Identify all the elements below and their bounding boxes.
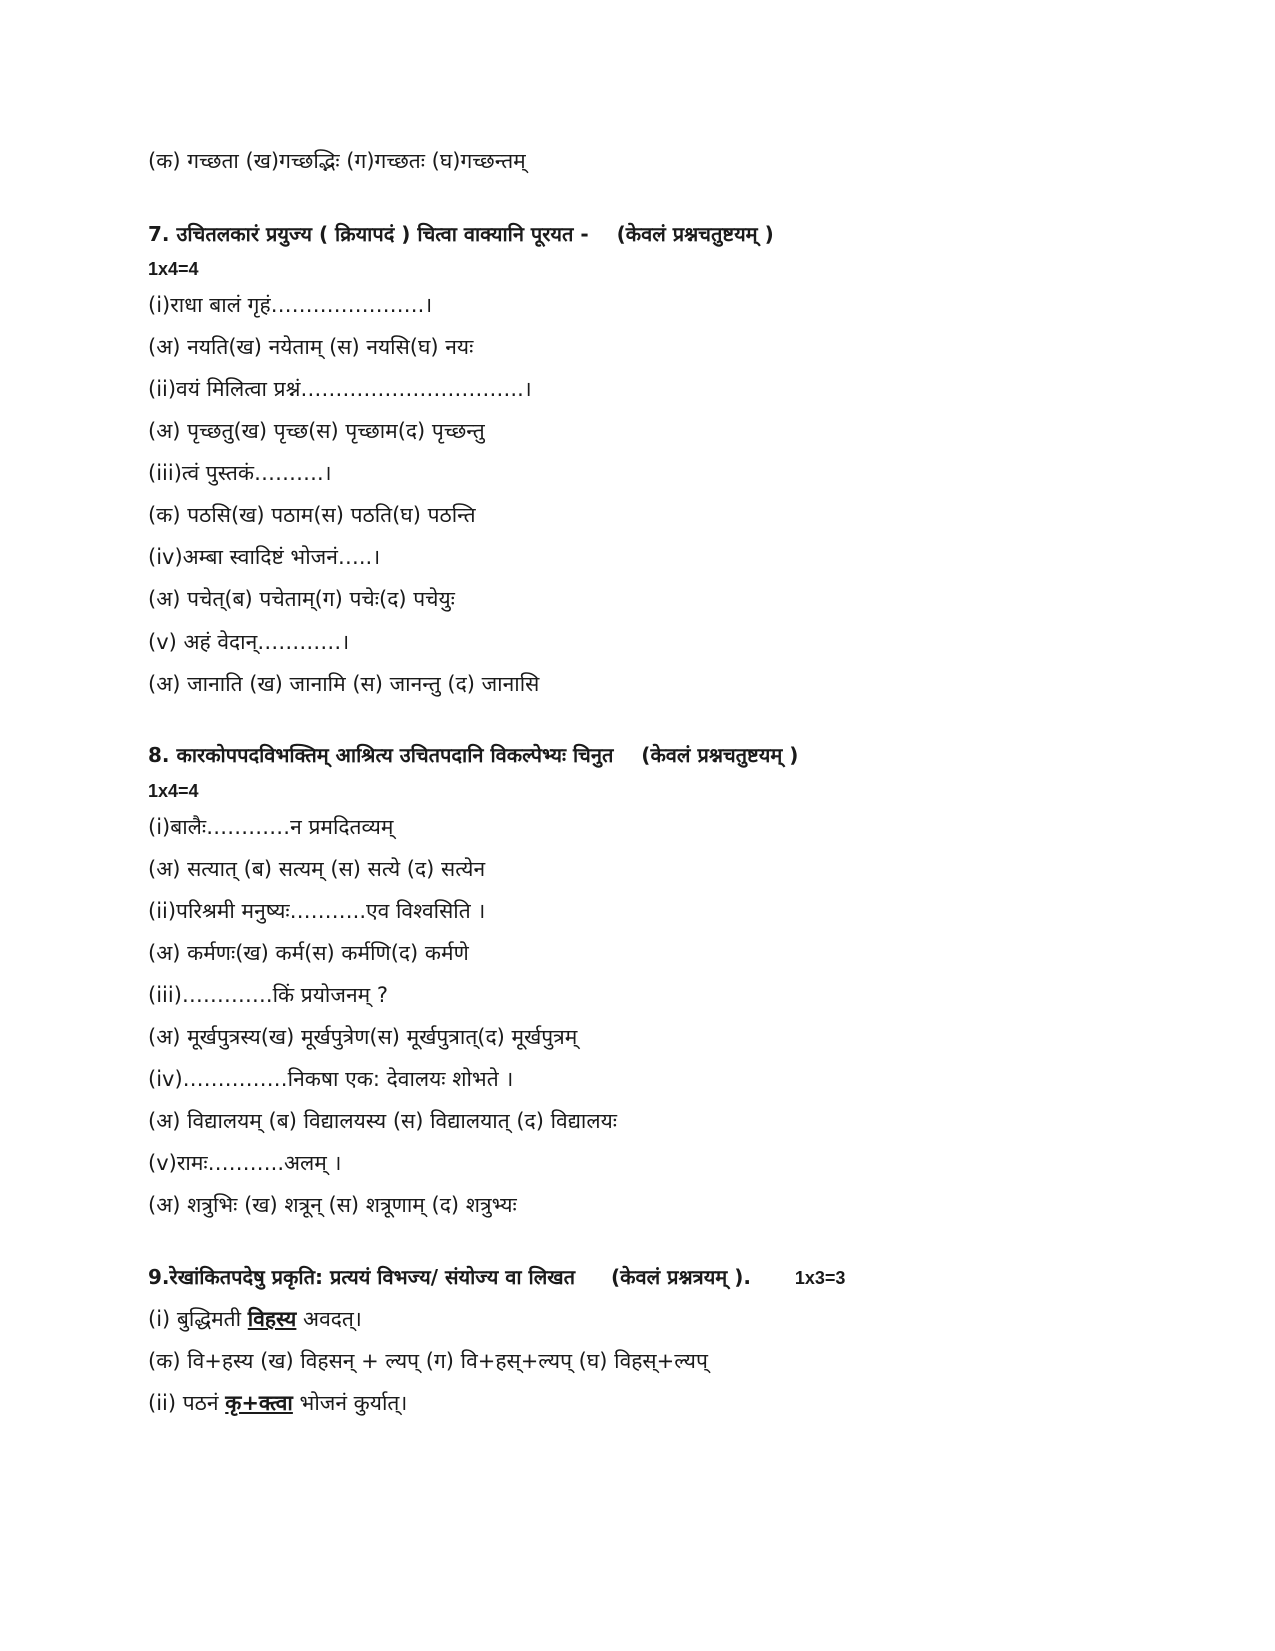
- q8-item-4-question: (iv)……………निकषा एक: देवालयः शोभते ।: [148, 1067, 514, 1091]
- q9-heading-row: [148, 1262, 845, 1293]
- q7-item-2-question: (ii)वयं मिलित्वा प्रश्नं…………………………..।: [148, 377, 532, 401]
- q8-item-5-options: (अ) शत्रुभिः (ख) शत्रून् (स) शत्रूणाम् (द) शत्रुभ्यः: [148, 1193, 517, 1217]
- q9-marks: 1x3=3: [794, 1268, 846, 1288]
- q9-item-2-pre: (ii) पठनं: [148, 1391, 226, 1415]
- q9-item-2-underlined-word: कृ+क्त्वा: [225, 1391, 293, 1415]
- q8-item-5-question: (v)रामः………..अलम् ।: [148, 1151, 342, 1175]
- q9-item-1-underlined-word: विहस्य: [247, 1307, 297, 1331]
- q8-item-4-options: (अ) विद्यालयम् (ब) विद्यालयस्य (स) विद्यालयात् (द) विद्यालयः: [148, 1109, 618, 1133]
- q7-item-2-options: (अ) पृच्छतु(ख) पृच्छ(स) पृच्छाम(द) पृच्छन्तु: [148, 419, 485, 443]
- q9-note: (केवलं प्रश्नत्रयम् ).: [610, 1265, 751, 1289]
- q8-item-2-question: (ii)परिश्रमी मनुष्यः………..एव विश्वसिति ।: [148, 899, 486, 923]
- q7-marks: 1x4=4: [148, 259, 199, 279]
- q8-item-1-question: (i)बालैः…………न प्रमदितव्यम्: [148, 815, 394, 839]
- q7-item-4-question: (iv)अम्बा स्वादिष्टं भोजनं…..।: [148, 545, 381, 569]
- q7-item-1-options: (अ) नयति(ख) नयेताम् (स) नयसि(घ) नयः: [148, 335, 474, 359]
- q7-item-4-options: (अ) पचेत्(ब) पचेताम्(ग) पचेः(द) पचेयुः: [148, 587, 455, 611]
- q6-options-line: (क) गच्छता (ख)गच्छद्भिः (ग)गच्छतः (घ)गच्छन्तम्: [148, 149, 526, 173]
- q7-note: (केवलं प्रश्नचतुष्टयम् ): [616, 222, 774, 246]
- q8-heading-row: [148, 740, 798, 770]
- q8-heading: 8. कारकोपपदविभक्तिम् आश्रित्य उचितपदानि विकल्पेभ्यः चिनुत: [148, 743, 614, 767]
- q9-item-1-question: [148, 1304, 362, 1334]
- q7-heading-row: [148, 219, 774, 249]
- q7-item-3-options: (क) पठसि(ख) पठाम(स) पठति(घ) पठन्ति: [148, 503, 476, 527]
- q9-item-1-post: अवदत्।: [296, 1307, 362, 1331]
- q8-note: (केवलं प्रश्नचतुष्टयम् ): [641, 743, 799, 767]
- q7-item-5-options: (अ) जानाति (ख) जानामि (स) जानन्तु (द) जानासि: [148, 672, 540, 696]
- q9-item-2-post: भोजनं कुर्यात्।: [292, 1391, 408, 1415]
- q8-item-2-options: (अ) कर्मणः(ख) कर्म(स) कर्मणि(द) कर्मणे: [148, 941, 469, 965]
- q7-item-5-question: (v) अहं वेदान्…………।: [148, 630, 350, 654]
- q9-item-2-question: [148, 1388, 407, 1418]
- q7-item-3-question: (iii)त्वं पुस्तकं……….।: [148, 461, 332, 485]
- q9-item-1-options: (क) वि+हस्य (ख) विहसन् + ल्यप् (ग) वि+हस्+ल्यप् (घ) विहस्+ल्यप्: [148, 1349, 708, 1373]
- q8-item-1-options: (अ) सत्यात् (ब) सत्यम् (स) सत्ये (द) सत्येन: [148, 857, 486, 881]
- q8-item-3-options: (अ) मूर्खपुत्रस्य(ख) मूर्खपुत्रेण(स) मूर्खपुत्रात्(द) मूर्खपुत्रम्: [148, 1025, 578, 1049]
- q9-heading: 9.रेखांकितपदेषु प्रकृति: प्रत्ययं विभज्य/ संयोज्य वा लिखत: [148, 1265, 576, 1289]
- q8-marks: 1x4=4: [148, 781, 199, 801]
- q7-heading: 7. उचितलकारं प्रयुज्य ( क्रियापदं ) चित्वा वाक्यानि पूरयत -: [148, 222, 589, 246]
- q8-item-3-question: (iii)………….किं प्रयोजनम् ?: [148, 983, 388, 1007]
- q9-item-1-pre: (i) बुद्धिमती: [148, 1307, 248, 1331]
- q7-item-1-question: (i)राधा बालं गृहं………………….।: [148, 293, 433, 317]
